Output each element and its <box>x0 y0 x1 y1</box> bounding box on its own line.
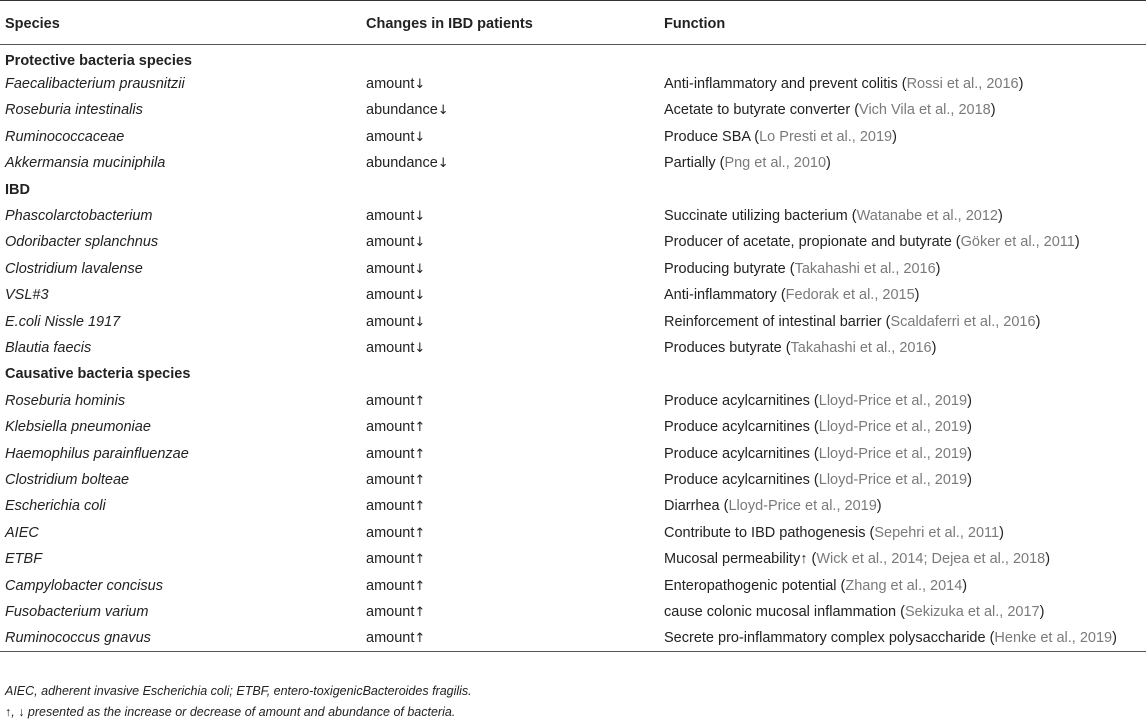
function-cell <box>659 335 1146 361</box>
change-cell <box>361 282 659 308</box>
reference-link[interactable]: Lloyd-Price et al., 2019 <box>818 392 968 409</box>
header-function: Function <box>659 1 1146 45</box>
function-cell <box>659 71 1146 97</box>
reference-link[interactable]: Lloyd-Price et al., 2019 <box>818 471 968 488</box>
paren-open: ( <box>847 208 857 225</box>
paren-open: ( <box>897 76 907 93</box>
paren-open: ( <box>776 287 786 304</box>
table-row <box>0 599 1146 625</box>
change-cell <box>361 440 659 466</box>
change-cell <box>361 572 659 598</box>
paren-close: ) <box>931 339 937 356</box>
function-cell <box>659 440 1146 466</box>
change-cell <box>361 625 659 651</box>
change-cell <box>361 493 659 519</box>
change-label: amount <box>366 445 415 462</box>
species-cell: AIEC <box>5 524 39 541</box>
change-cell <box>361 203 659 229</box>
change-label: amount <box>366 313 415 330</box>
paren-open: ( <box>985 630 995 647</box>
species-cell: Haemophilus parainfluenzae <box>5 445 189 462</box>
function-text: Anti-inflammatory <box>664 287 777 304</box>
function-cell <box>659 256 1146 282</box>
function-cell <box>659 546 1146 572</box>
change-label: amount <box>366 498 415 515</box>
function-text: Enteropathogenic potential <box>664 577 837 594</box>
paren-open: ( <box>809 471 819 488</box>
table-row <box>0 467 1146 493</box>
function-text: Produce acylcarnitines <box>664 471 810 488</box>
function-text: Acetate to butyrate converter <box>664 102 851 119</box>
change-cell <box>361 388 659 414</box>
paren-open: ( <box>809 392 819 409</box>
reference-link[interactable]: Scaldaferri et al., 2016 <box>890 313 1036 330</box>
paren-close: ) <box>914 287 920 304</box>
table-row <box>0 229 1146 255</box>
arrow-up-icon: ↑ <box>414 525 426 541</box>
table-row <box>0 625 1146 651</box>
function-text: Producing butyrate <box>664 260 786 277</box>
species-cell: Campylobacter concisus <box>5 577 163 594</box>
function-text: Producer of acetate, propionate and butyrate <box>664 234 952 251</box>
change-cell <box>361 546 659 572</box>
arrow-up-icon: ↑ <box>414 578 426 594</box>
arrow-down-icon: ↓ <box>414 77 426 93</box>
paren-open: ( <box>951 234 961 251</box>
reference-link[interactable]: Henke et al., 2019 <box>994 630 1113 647</box>
paren-open: ( <box>809 445 819 462</box>
change-cell <box>361 599 659 625</box>
change-label: abundance <box>366 102 438 119</box>
paren-open: ( <box>850 102 860 119</box>
change-label: amount <box>366 577 415 594</box>
paren-close: ) <box>990 102 996 119</box>
arrow-up-icon: ↑ <box>414 604 426 620</box>
function-cell <box>659 150 1146 176</box>
section-heading: Protective bacteria species <box>5 52 192 69</box>
table-row <box>0 203 1146 229</box>
reference-link[interactable]: Sekizuka et al., 2017 <box>904 603 1040 620</box>
paren-open: ( <box>865 524 875 541</box>
species-cell: Fusobacterium varium <box>5 603 149 620</box>
reference-link[interactable]: Zhang et al., 2014 <box>845 577 963 594</box>
change-label: amount <box>366 76 415 93</box>
arrow-down-icon: ↓ <box>414 340 426 356</box>
section-heading: Causative bacteria species <box>5 366 191 383</box>
reference-link[interactable]: Takahashi et al., 2016 <box>790 339 932 356</box>
paren-open: ( <box>719 498 729 515</box>
paren-close: ) <box>967 471 972 488</box>
change-cell <box>361 229 659 255</box>
table-row <box>0 388 1146 414</box>
species-cell: Blautia faecis <box>5 339 92 356</box>
table-row <box>0 572 1146 598</box>
function-cell <box>659 467 1146 493</box>
function-text: Reinforcement of intestinal barrier <box>664 313 882 330</box>
section-heading-row <box>0 361 1146 387</box>
function-text: Produces butyrate <box>664 339 782 356</box>
section-heading-row <box>0 45 1146 71</box>
paren-open: ( <box>809 419 819 436</box>
reference-link[interactable]: Vich Vila et al., 2018 <box>859 102 991 119</box>
species-cell: Clostridium bolteae <box>5 471 130 488</box>
table-row <box>0 97 1146 123</box>
function-text: Mucosal permeability↑ <box>664 551 808 568</box>
reference-link[interactable]: Lo Presti et al., 2019 <box>759 128 893 145</box>
change-label: abundance <box>366 155 438 172</box>
reference-link[interactable]: Takahashi et al., 2016 <box>794 260 936 277</box>
arrow-down-icon: ↓ <box>414 209 426 225</box>
table-row <box>0 546 1146 572</box>
function-cell <box>659 97 1146 123</box>
paren-close: ) <box>1018 76 1024 93</box>
function-text: cause colonic mucosal inflammation <box>664 603 897 620</box>
change-label: amount <box>366 287 415 304</box>
change-label: amount <box>366 419 415 436</box>
arrow-down-icon: ↓ <box>437 156 449 172</box>
footnote-abbreviations: AIEC, adherent invasive Escherichia coli; ETBF, entero-toxigenicBacteroides fragilis. <box>5 684 472 698</box>
change-label: amount <box>366 234 415 251</box>
footnote-arrows: ↑, ↓ presented as the increase or decrease of amount and abundance of bacteria. <box>5 705 456 719</box>
paren-close: ) <box>1045 551 1051 568</box>
table-row <box>0 71 1146 97</box>
change-label: amount <box>366 128 415 145</box>
header-species: Species <box>0 1 361 45</box>
table-row <box>0 256 1146 282</box>
arrow-down-icon: ↓ <box>414 235 426 251</box>
arrow-up-icon: ↑ <box>414 552 426 568</box>
change-label: amount <box>366 551 415 568</box>
function-cell <box>659 414 1146 440</box>
arrow-down-icon: ↓ <box>414 261 426 277</box>
change-label: amount <box>366 630 415 647</box>
function-text: Produce SBA <box>664 128 751 145</box>
species-cell: Ruminococcaceae <box>5 128 125 145</box>
paren-close: ) <box>935 260 941 277</box>
paren-open: ( <box>715 155 725 172</box>
change-cell <box>361 150 659 176</box>
function-cell <box>659 520 1146 546</box>
change-label: amount <box>366 208 415 225</box>
function-text: Anti-inflammatory and prevent colitis <box>664 76 898 93</box>
change-cell <box>361 308 659 334</box>
paren-close: ) <box>1035 313 1041 330</box>
function-text: Diarrhea <box>664 498 720 515</box>
reference-link[interactable]: Lloyd-Price et al., 2019 <box>818 419 968 436</box>
species-cell: Escherichia coli <box>5 498 106 515</box>
table-body <box>0 45 1146 652</box>
species-cell: Roseburia intestinalis <box>5 102 143 119</box>
paren-close: ) <box>999 524 1004 541</box>
arrow-up-icon: ↑ <box>414 631 426 647</box>
table-row <box>0 520 1146 546</box>
change-label: amount <box>366 339 415 356</box>
reference-link[interactable]: Png et al., 2010 <box>724 155 827 172</box>
species-cell: Faecalibacterium prausnitzii <box>5 76 185 93</box>
function-text: Produce acylcarnitines <box>664 445 810 462</box>
reference-link[interactable]: Göker et al., 2011 <box>960 234 1075 251</box>
function-cell <box>659 203 1146 229</box>
species-cell: E.coli Nissle 1917 <box>5 313 121 330</box>
paren-close: ) <box>967 419 972 436</box>
function-cell <box>659 599 1146 625</box>
function-text: Produce acylcarnitines <box>664 392 810 409</box>
arrow-up-icon: ↑ <box>414 472 426 488</box>
table-row <box>0 414 1146 440</box>
paren-close: ) <box>1074 234 1080 251</box>
reference-link[interactable]: Lloyd-Price et al., 2019 <box>818 445 968 462</box>
reference-link[interactable]: Rossi et al., 2016 <box>906 76 1019 93</box>
function-cell <box>659 625 1146 651</box>
paren-open: ( <box>785 260 795 277</box>
section-heading-row <box>0 176 1146 202</box>
change-label: amount <box>366 471 415 488</box>
change-cell <box>361 335 659 361</box>
function-cell <box>659 282 1146 308</box>
table-row <box>0 124 1146 150</box>
paren-open: ( <box>781 339 791 356</box>
arrow-up-icon: ↑ <box>414 446 426 462</box>
paren-close: ) <box>997 208 1003 225</box>
arrow-down-icon: ↓ <box>437 103 449 119</box>
paren-close: ) <box>1112 630 1117 647</box>
function-cell <box>659 388 1146 414</box>
species-cell: Clostridium lavalense <box>5 260 143 277</box>
paren-close: ) <box>826 155 831 172</box>
header-row <box>0 1 1146 45</box>
function-text: Partially <box>664 155 716 172</box>
paren-close: ) <box>876 498 882 515</box>
table-header <box>0 1 1146 45</box>
arrow-down-icon: ↓ <box>414 314 426 330</box>
paren-open: ( <box>836 577 846 594</box>
change-cell <box>361 256 659 282</box>
table-row <box>0 150 1146 176</box>
reference-link[interactable]: Fedorak et al., 2015 <box>785 287 915 304</box>
function-cell <box>659 124 1146 150</box>
function-cell <box>659 572 1146 598</box>
paren-close: ) <box>967 392 972 409</box>
change-label: amount <box>366 392 415 409</box>
table-row <box>0 282 1146 308</box>
change-cell <box>361 97 659 123</box>
header-changes: Changes in IBD patients <box>361 1 659 45</box>
reference-link[interactable]: Watanabe et al., 2012 <box>856 208 998 225</box>
paren-open: ( <box>750 128 760 145</box>
table-row <box>0 308 1146 334</box>
reference-link[interactable]: Sepehri et al., 2011 <box>874 524 1000 541</box>
section-heading: IBD <box>5 181 30 198</box>
paren-open: ( <box>896 603 905 620</box>
paren-close: ) <box>962 577 968 594</box>
paren-open: ( <box>881 313 891 330</box>
paren-close: ) <box>1039 603 1045 620</box>
species-cell: Odoribacter splanchnus <box>5 234 159 251</box>
change-label: amount <box>366 524 415 541</box>
reference-link[interactable]: Wick et al., 2014; Dejea et al., 2018 <box>816 551 1046 568</box>
arrow-down-icon: ↓ <box>414 288 426 304</box>
change-cell <box>361 71 659 97</box>
reference-link[interactable]: Lloyd-Price et al., 2019 <box>728 498 877 515</box>
species-cell: Ruminococcus gnavus <box>0 625 361 651</box>
change-cell <box>361 467 659 493</box>
species-cell: ETBF <box>5 551 43 568</box>
table-row <box>0 493 1146 519</box>
arrow-up-icon: ↑ <box>414 420 426 436</box>
table-footnotes <box>5 681 472 723</box>
species-cell: Phascolarctobacterium <box>5 208 153 225</box>
function-cell <box>659 493 1146 519</box>
species-cell: VSL#3 <box>5 287 49 304</box>
function-cell <box>659 308 1146 334</box>
species-cell: Roseburia hominis <box>5 392 126 409</box>
paren-close: ) <box>892 128 897 145</box>
species-cell: Klebsiella pneumoniae <box>5 419 151 436</box>
function-text: Secrete pro-inflammatory complex polysaccharide <box>664 630 986 647</box>
change-cell <box>361 414 659 440</box>
table-row <box>0 440 1146 466</box>
function-text: Contribute to IBD pathogenesis <box>664 524 866 541</box>
arrow-down-icon: ↓ <box>414 129 426 145</box>
arrow-up-icon: ↑ <box>414 499 426 515</box>
arrow-up-icon: ↑ <box>414 393 426 409</box>
change-cell <box>361 520 659 546</box>
change-cell <box>361 124 659 150</box>
function-text: Produce acylcarnitines <box>664 419 810 436</box>
change-label: amount <box>366 603 415 620</box>
function-text: Succinate utilizing bacterium <box>664 208 848 225</box>
table-row <box>0 335 1146 361</box>
function-cell <box>659 229 1146 255</box>
species-cell: Akkermansia muciniphila <box>5 155 166 172</box>
paren-close: ) <box>967 445 972 462</box>
change-label: amount <box>366 260 415 277</box>
paren-open: ( <box>807 551 817 568</box>
